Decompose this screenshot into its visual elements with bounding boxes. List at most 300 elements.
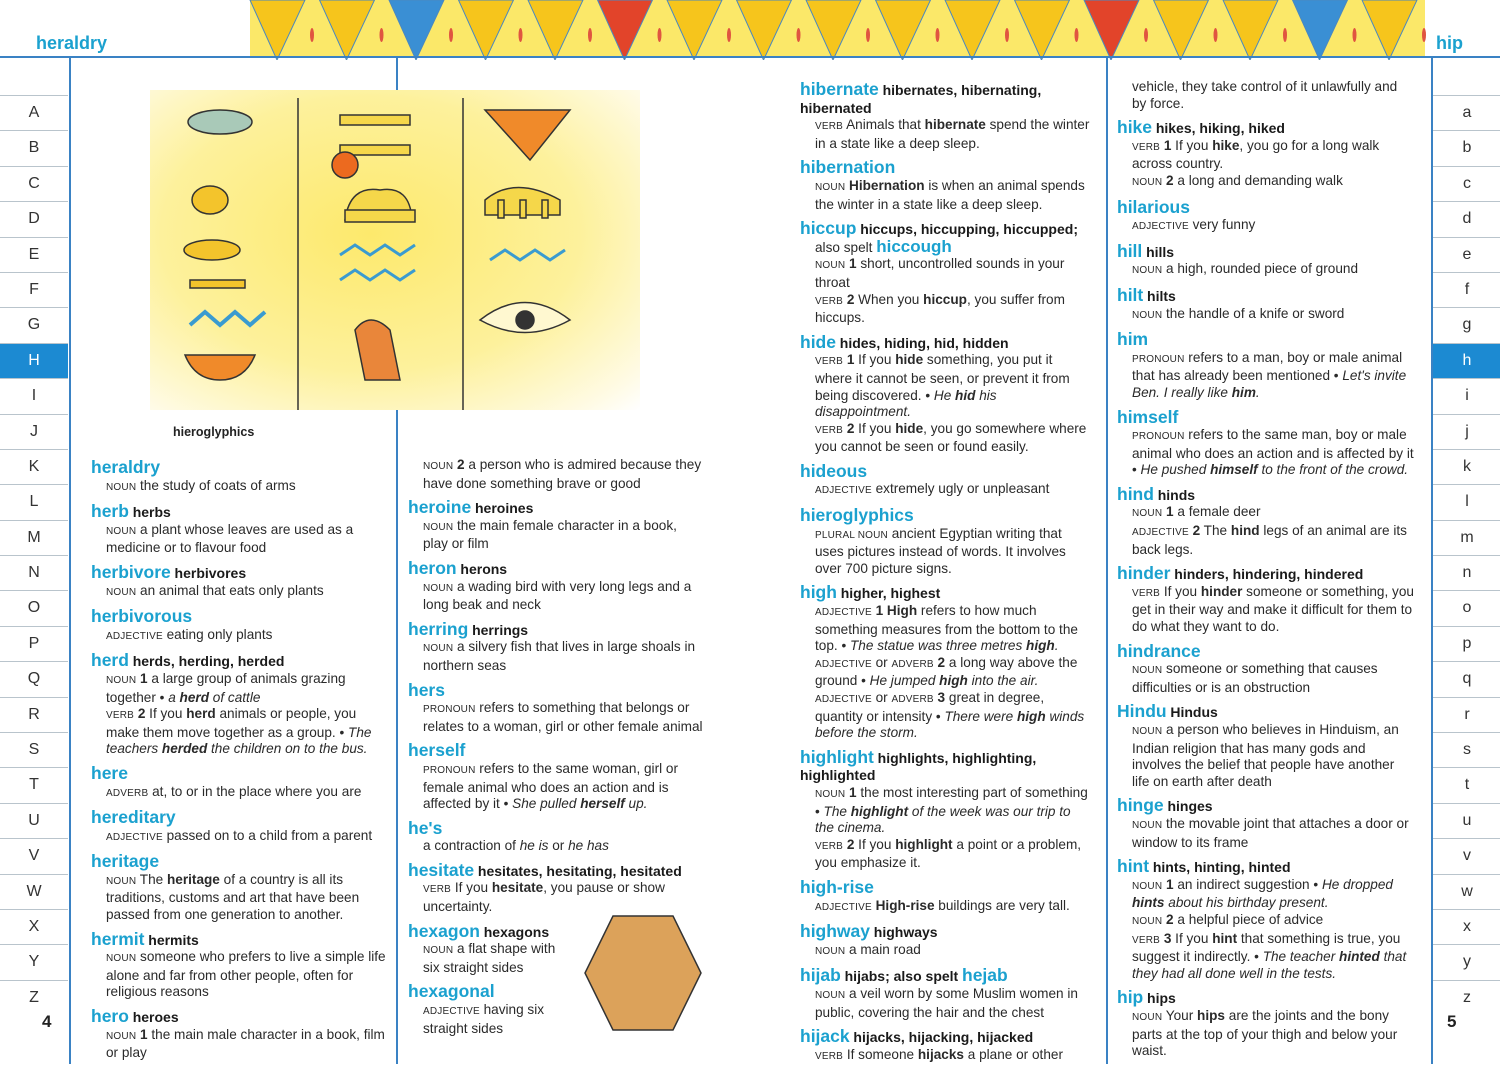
entry-heading [800, 218, 1090, 239]
entry-heading [1117, 563, 1414, 584]
definition-text: or [871, 690, 892, 705]
tab-letter-z[interactable]: z [1433, 980, 1500, 1015]
entry-heading [1117, 285, 1414, 306]
sense [1117, 138, 1414, 173]
sense [1117, 912, 1414, 931]
entry-heading [800, 461, 1090, 482]
part-of-speech: ADJECTIVE [815, 485, 872, 497]
column-rule [1106, 57, 1108, 1064]
dictionary-entry [800, 461, 1090, 500]
example-text: his disappointment. [815, 387, 997, 420]
tab-letter-x[interactable]: x [1433, 909, 1500, 944]
headword: hilarious [1117, 196, 1190, 217]
headword: hers [408, 679, 445, 700]
headword: him [1117, 329, 1149, 350]
tab-letter-t[interactable]: t [1433, 767, 1500, 802]
page-number-left: 4 [42, 1012, 52, 1031]
part-of-speech: VERB [815, 121, 844, 133]
definition-text: heritage [166, 871, 220, 887]
dictionary-entry [1117, 484, 1414, 558]
tab-letter-y[interactable]: y [1433, 944, 1500, 979]
sense [408, 639, 703, 674]
definition-text: a veil worn by some Muslim women in public, covering the hair and the chest [815, 985, 1078, 1020]
definition-text: hibernate [924, 117, 986, 133]
entry-heading [1117, 701, 1414, 722]
definition-text: hips [1197, 1007, 1225, 1023]
headword: hill [1117, 240, 1143, 261]
part-of-speech: ADJECTIVE [815, 901, 872, 913]
inflections: hills [1146, 243, 1175, 260]
tab-letter-h[interactable]: h [1433, 343, 1500, 378]
tab-letter-a[interactable]: A [0, 95, 68, 130]
inflections: hinds [1157, 486, 1196, 503]
definition-text: herd [186, 706, 216, 722]
inflections: herds, herding, herded [132, 653, 285, 670]
part-of-speech: NOUN [815, 260, 846, 272]
definition-text: that something is true, you suggest it indirectly. • [1132, 930, 1401, 965]
part-of-speech: PRONOUN [423, 764, 476, 776]
tab-letter-o[interactable]: o [1433, 590, 1500, 625]
example-text: The teachers [106, 724, 372, 757]
part-of-speech: NOUN [423, 945, 454, 957]
definition-text: a female deer [1173, 504, 1261, 520]
dictionary-entry [1117, 241, 1414, 280]
headword: herself [408, 740, 466, 761]
entry-heading [1117, 117, 1414, 138]
inflections: highlights, highlighting, highlighted [800, 749, 1037, 784]
sense [1117, 217, 1414, 236]
entry-heading [1117, 329, 1414, 350]
definition-text: a person who believes in Hinduism, an Indian religion that has many gods and involves the belief that people have another life on earth after death [1132, 722, 1399, 789]
part-of-speech: ADJECTIVE [106, 831, 163, 843]
definition-text: a silvery fish that lives in large shoals in northern seas [423, 639, 696, 673]
part-of-speech: ADJECTIVE [815, 607, 872, 619]
sense [1117, 504, 1414, 523]
definition-text: a high, rounded piece of ground [1162, 261, 1358, 277]
tab-letter-c[interactable]: C [0, 166, 68, 201]
sense [800, 421, 1090, 456]
part-of-speech: NOUN [1132, 176, 1163, 188]
tab-letter-u[interactable]: U [0, 803, 68, 838]
tab-letter-x[interactable]: X [0, 909, 68, 944]
definition-text: legs of an animal are its back legs. [1132, 523, 1407, 557]
tab-letter-s[interactable]: S [0, 732, 68, 767]
definition-text: If someone [843, 1046, 918, 1062]
sense [91, 949, 391, 1001]
definition-text: The [136, 871, 167, 887]
definition-text: 2 [134, 706, 146, 722]
dictionary-entry [408, 457, 703, 492]
tab-letter-h[interactable]: H [0, 343, 68, 378]
definition-text: a plant whose leaves are used as a medicine or to flavour food [106, 521, 354, 556]
part-of-speech: ADJECTIVE [815, 694, 872, 705]
definition-text: hint [1212, 930, 1238, 946]
inflections: hips [1147, 990, 1176, 1007]
part-of-speech: NOUN [1132, 726, 1163, 737]
entry-heading [800, 921, 1090, 942]
part-of-speech: VERB [1132, 587, 1161, 599]
definition-text: hinder [1200, 583, 1243, 599]
definition-text: having six straight sides [423, 1002, 545, 1036]
part-of-speech: ADJECTIVE [1132, 527, 1189, 539]
part-of-speech: ADJECTIVE [1132, 221, 1189, 233]
sense [1117, 584, 1414, 636]
sense [91, 627, 391, 646]
entry-heading [91, 606, 391, 627]
part-of-speech: NOUN [106, 481, 137, 493]
part-of-speech: VERB [815, 295, 844, 307]
part-of-speech: ADJECTIVE [815, 658, 872, 670]
sense [91, 1027, 391, 1062]
tab-letter-j[interactable]: J [0, 414, 68, 449]
definition-text: the most interesting part of something • [815, 784, 1088, 819]
definition-text: highlight [895, 836, 953, 852]
tab-letter-j[interactable]: j [1433, 414, 1500, 449]
part-of-speech: VERB [1132, 934, 1161, 946]
sense [408, 1002, 573, 1037]
definition-text: , you suffer from hiccups. [815, 291, 1065, 326]
part-of-speech: ADVERB [891, 694, 934, 705]
headword: hibernation [800, 157, 896, 178]
sense [91, 872, 391, 924]
dictionary-entry [408, 497, 703, 553]
tab-letter-k[interactable]: K [0, 449, 68, 484]
entry-heading [800, 505, 1090, 526]
definition-text: If you [451, 880, 492, 896]
example-text: about his birthday present. [1164, 895, 1329, 911]
sense [1117, 306, 1414, 325]
definition-text: an animal that eats only plants [136, 582, 324, 598]
tab-letter-m[interactable]: M [0, 520, 68, 555]
dictionary-entry [1117, 701, 1414, 790]
dictionary-entry [91, 851, 391, 923]
part-of-speech: ADJECTIVE [106, 630, 163, 642]
entry-heading [1117, 987, 1414, 1008]
headword: herd [91, 650, 129, 671]
sense [1117, 931, 1414, 983]
headword: himself [1117, 406, 1179, 427]
guide-word-right: hip [1436, 33, 1463, 53]
headword: high [800, 582, 837, 603]
definition-text: refers to something that belongs or relates to a woman, girl or other female animal [423, 700, 703, 734]
definition-text: the main male character in a book, film or play [106, 1026, 385, 1061]
sense [800, 352, 1090, 420]
inflections: hides, hiding, hid, hidden [839, 334, 1009, 351]
headword: herbivorous [91, 606, 193, 627]
headword: hesitate [408, 859, 475, 880]
definition-text: Hibernation [849, 177, 925, 193]
tab-letter-o[interactable]: O [0, 590, 68, 625]
headword: high-rise [800, 876, 874, 897]
sense [800, 292, 1090, 327]
headword: hereditary [91, 807, 176, 828]
example-text: He jumped [869, 673, 940, 689]
sense [408, 700, 703, 735]
definition-text: or [871, 654, 892, 670]
inflections: herrings [472, 621, 529, 638]
part-of-speech: NOUN [815, 181, 846, 193]
tab-letter-k[interactable]: k [1433, 449, 1500, 484]
example-text: He [933, 387, 956, 403]
tab-letter-w[interactable]: w [1433, 874, 1500, 909]
definition-text: If you [854, 420, 896, 436]
sense [800, 178, 1090, 213]
headword: hideous [800, 460, 868, 481]
example-text: a [168, 689, 180, 705]
part-of-speech: NOUN [423, 582, 454, 594]
sense [800, 236, 1090, 257]
definition-text: a plane or other [963, 1046, 1063, 1062]
part-of-speech: VERB [423, 884, 452, 896]
part-of-speech: PRONOUN [1132, 353, 1185, 365]
dictionary-entry [408, 619, 703, 675]
definition-text: spend the winter in a state like a deep sleep. [815, 117, 1090, 151]
tab-letter-e[interactable]: E [0, 237, 68, 272]
sense [800, 603, 1090, 655]
part-of-speech: NOUN [1132, 265, 1163, 277]
tab-letter-q[interactable]: Q [0, 661, 68, 696]
sense [800, 526, 1090, 578]
tab-letter-r[interactable]: r [1433, 697, 1500, 732]
entry-heading [408, 497, 703, 518]
tab-letter-n[interactable]: n [1433, 555, 1500, 590]
inflections: heroines [475, 500, 534, 517]
definition-text: a point or a problem, you emphasize it. [815, 836, 1082, 871]
sense [1117, 79, 1414, 112]
tab-letter-g[interactable]: g [1433, 307, 1500, 342]
definition-text: , you go for a long walk across country. [1132, 137, 1380, 172]
tab-letter-e[interactable]: e [1433, 237, 1500, 272]
tab-letter-c[interactable]: c [1433, 166, 1500, 201]
tab-letter-t[interactable]: T [0, 767, 68, 802]
tab-letter-f[interactable]: f [1433, 272, 1500, 307]
tab-letter-v[interactable]: V [0, 838, 68, 873]
tab-letter-v[interactable]: v [1433, 838, 1500, 873]
tab-letter-b[interactable]: b [1433, 130, 1500, 165]
inflections: hikes, hiking, hiked [1155, 120, 1285, 137]
alphabet-tabs-right [1433, 95, 1500, 1015]
headword: hero [91, 1006, 129, 1027]
inflections: hibernates, hibernating, hibernated [800, 82, 1042, 116]
definition-text: are the joints and the bony parts at the top of your thigh and below your waist. [1132, 1007, 1398, 1059]
definition-text: of a country is all its traditions, customs and art that have been passed from one generation to another. [106, 871, 360, 923]
entry-heading [800, 157, 1090, 178]
dictionary-entry [800, 1026, 1090, 1065]
tab-letter-p[interactable]: p [1433, 626, 1500, 661]
tab-letter-l[interactable]: L [0, 484, 68, 519]
tab-letter-r[interactable]: R [0, 697, 68, 732]
sense [1117, 722, 1414, 790]
example-text: He dropped [1321, 876, 1393, 892]
entries-column-1 [91, 457, 391, 1067]
tab-letter-y[interactable]: Y [0, 944, 68, 979]
sense [1117, 261, 1414, 280]
example-text: He pushed [1140, 462, 1211, 478]
entry-heading [408, 818, 703, 839]
headword: he's [408, 817, 443, 838]
tab-letter-i[interactable]: i [1433, 378, 1500, 413]
entry-heading [1117, 795, 1414, 816]
definition-text: 1 [1160, 137, 1172, 153]
definition-text: ancient Egyptian writing that uses pictures instead of words. It involves over 700 picture signs. [815, 525, 1066, 576]
entry-heading [91, 562, 391, 583]
definition-text: 2 [843, 836, 855, 852]
part-of-speech: PRONOUN [1132, 431, 1185, 443]
part-of-speech: ADVERB [891, 658, 934, 670]
example-text: he is [519, 838, 549, 854]
headword: hexagonal [408, 981, 495, 1002]
dictionary-entry [408, 558, 703, 614]
example-text: The teacher [1262, 949, 1340, 965]
entries-column-4 [1117, 79, 1414, 1065]
tab-letter-n[interactable]: N [0, 555, 68, 590]
definition-text: short, uncontrolled sounds in your throat [815, 256, 1065, 290]
definition-text: animals or people, you make them move together as a group. • [106, 706, 357, 740]
dictionary-entry [1117, 987, 1414, 1059]
definition-text: a contraction of [423, 838, 520, 854]
tab-letter-q[interactable]: q [1433, 661, 1500, 696]
part-of-speech: NOUN [815, 989, 846, 1001]
decorative-banner [240, 0, 1435, 60]
example-text: high [939, 673, 968, 689]
tab-letter-f[interactable]: F [0, 272, 68, 307]
definition-text: If you [1171, 930, 1213, 946]
definition-text: If you [1160, 583, 1201, 599]
dictionary-entry [800, 157, 1090, 213]
sense [408, 761, 703, 813]
example-text: high [1016, 708, 1046, 724]
entry-heading [1117, 241, 1414, 262]
definition-text: If you [854, 836, 896, 852]
part-of-speech: ADJECTIVE [423, 1006, 480, 1018]
tab-letter-b[interactable]: B [0, 130, 68, 165]
tab-letter-l[interactable]: l [1433, 484, 1500, 519]
definition-text: hide [895, 352, 924, 368]
definition-text: hesitate [491, 880, 544, 896]
inflections: hermits [148, 931, 199, 948]
dictionary-entry [91, 1006, 391, 1062]
definition-text: hiccup [923, 291, 967, 307]
example-text: of the week was our trip to the cinema. [815, 803, 1071, 836]
entry-heading [800, 79, 1090, 117]
part-of-speech: NOUN [1132, 309, 1163, 321]
definition-text: an indirect suggestion • [1173, 876, 1322, 892]
definition-text: If you [854, 352, 896, 368]
headword: hieroglyphics [800, 505, 914, 526]
entry-heading [91, 501, 391, 522]
dictionary-entry [91, 562, 391, 601]
definition-text: 1 [843, 352, 855, 368]
part-of-speech: VERB [1132, 141, 1161, 153]
entry-heading [1117, 484, 1414, 505]
definition-text: at, to or in the place where you are [148, 783, 362, 799]
entry-heading [800, 1026, 1090, 1047]
definition-text: or [548, 838, 569, 854]
definition-text: the movable joint that attaches a door or window to its frame [1132, 815, 1409, 850]
tab-letter-a[interactable]: a [1433, 95, 1500, 130]
dictionary-entry [1117, 641, 1414, 697]
part-of-speech: NOUN [1132, 819, 1163, 831]
tab-letter-i[interactable]: I [0, 378, 68, 413]
part-of-speech: NOUN [106, 525, 137, 537]
dictionary-entry [91, 807, 391, 846]
illustration-caption: hieroglyphics [173, 425, 255, 439]
sense [1117, 661, 1414, 696]
part-of-speech: VERB [815, 840, 844, 852]
part-of-speech: NOUN [815, 945, 846, 957]
example-text: herd [179, 689, 210, 705]
entry-heading [91, 929, 391, 950]
sense [800, 986, 1090, 1021]
part-of-speech: NOUN [106, 674, 137, 686]
example-text: hints [1132, 895, 1165, 911]
sense [408, 579, 703, 614]
definition-text: 3 [1160, 930, 1172, 946]
headword: hint [1117, 856, 1150, 877]
tab-letter-m[interactable]: m [1433, 520, 1500, 555]
hieroglyphics-illustration [150, 90, 640, 410]
tab-letter-g[interactable]: G [0, 307, 68, 342]
definition-text: The [1200, 523, 1231, 539]
definition-text: is when an animal spends the winter in a state like a deep sleep. [815, 177, 1085, 212]
example-text: winds before the storm. [815, 708, 1085, 741]
definition-text: 2 [453, 457, 465, 472]
dictionary-entry [91, 457, 391, 496]
inflections: herbs [132, 504, 171, 521]
definition-text: 2 [1188, 523, 1201, 539]
headword: heraldry [91, 457, 161, 477]
definition-text: When you [854, 291, 924, 307]
part-of-speech: NOUN [106, 953, 137, 965]
definition-text: extremely ugly or unpleasant [871, 481, 1050, 497]
definition-text: 1 [136, 1026, 148, 1042]
definition-text: someone who prefers to live a simple life alone and far from other people, often for religious reasons [106, 949, 386, 1000]
tab-letter-u[interactable]: u [1433, 803, 1500, 838]
example-text: herself [580, 796, 625, 812]
headword: hip [1117, 987, 1144, 1008]
hexagon-illustration [583, 914, 703, 1032]
tab-letter-d[interactable]: D [0, 201, 68, 236]
example-text: to the front of the crowd. [1257, 462, 1409, 478]
tab-letter-z[interactable]: Z [0, 980, 68, 1015]
sense [800, 785, 1090, 837]
sense [91, 522, 391, 557]
part-of-speech: VERB [106, 710, 135, 722]
headword: hermit [91, 928, 145, 949]
definition-text: the handle of a knife or sword [1162, 305, 1345, 321]
sense [1117, 816, 1414, 851]
tab-letter-d[interactable]: d [1433, 201, 1500, 236]
inflections: hijacks, hijacking, hijacked [853, 1029, 1034, 1046]
entry-heading [1117, 407, 1414, 428]
headword: hindrance [1117, 640, 1201, 661]
inflections: heroes [132, 1009, 179, 1026]
entry-heading [800, 877, 1090, 898]
tab-letter-p[interactable]: P [0, 626, 68, 661]
headword: hinge [1117, 795, 1164, 816]
dictionary-entry [1117, 563, 1414, 635]
definition-text: hind [1230, 523, 1260, 539]
part-of-speech: NOUN [1132, 880, 1163, 892]
definition-text: someone or something that causes difficulties or is an obstruction [1132, 661, 1378, 695]
sense [91, 583, 391, 602]
headword: hiccup [800, 218, 857, 239]
tab-letter-s[interactable]: s [1433, 732, 1500, 767]
headword: heritage [91, 851, 160, 872]
dictionary-entry [91, 606, 391, 645]
entry-heading [1117, 856, 1414, 877]
tab-letter-w[interactable]: W [0, 874, 68, 909]
